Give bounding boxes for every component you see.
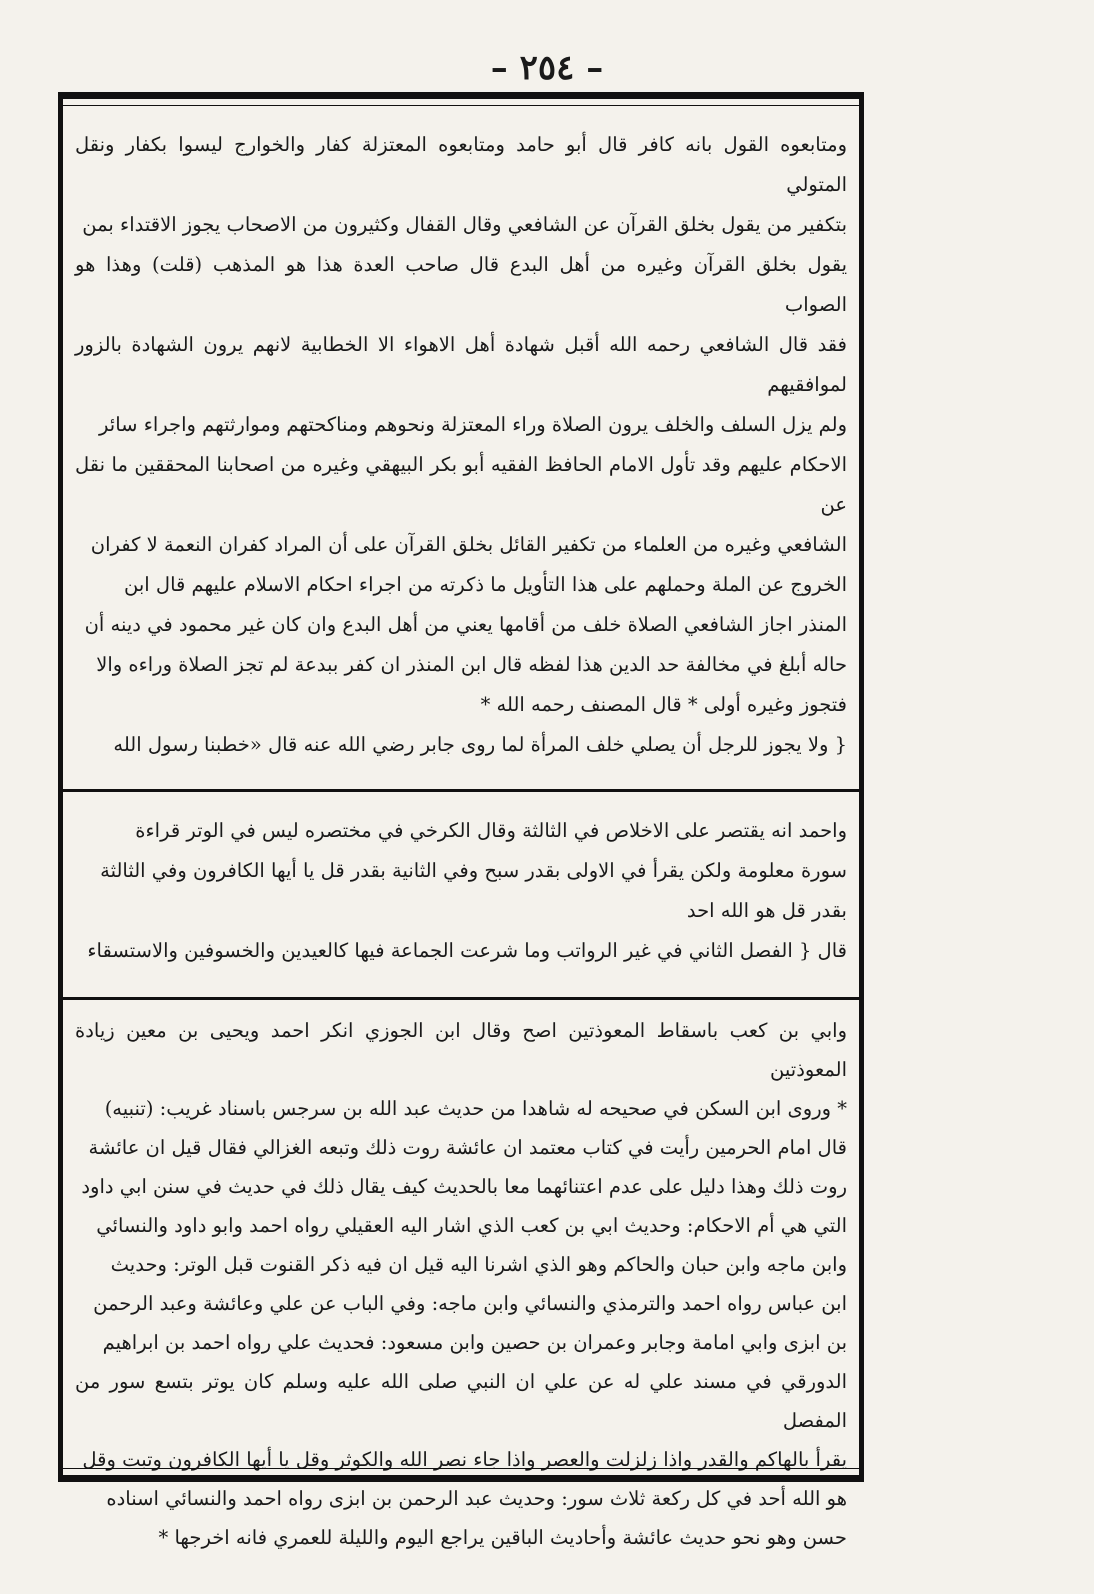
text-line: فتجوز وغيره أولى * قال المصنف رحمه الله * bbox=[480, 693, 847, 716]
text-line: حسن وهو نحو حديث عائشة وأحاديث الباقين يراجع اليوم والليلة للعمري فانه اخرجها * bbox=[158, 1526, 847, 1549]
page-frame bbox=[58, 92, 864, 1549]
text-line: هو الله أحد في كل ركعة ثلاث سور: وحديث عبد الرحمن بن ابزى رواه احمد والنسائي اسناده bbox=[106, 1487, 847, 1510]
text-line: الخروج عن الملة وحملهم على هذا التأويل ما ذكرته من اجراء احكام الاسلام عليهم قال ابن bbox=[124, 573, 847, 596]
text-line: وابن ماجه وابن حبان والحاكم وهو الذي اشرنا اليه قيل ان فيه ذكر القنوت قبل الوتر: وحديث bbox=[110, 1253, 847, 1276]
text-line: الاحكام عليهم وقد تأول الامام الحافظ الفقيه أبو بكر البيهقي وغيره من اصحابنا المحققين ما نقل عن bbox=[75, 453, 847, 516]
section-divider bbox=[63, 997, 859, 1000]
text-line: بتكفير من يقول بخلق القرآن عن الشافعي وقال القفال وكثيرون من الاصحاب يجوز الاقتداء بمن bbox=[82, 213, 847, 236]
text-line: الدورقي في مسند علي له عن علي ان النبي صلى الله عليه وسلم كان يوتر بتسع سور من المفصل bbox=[75, 1370, 847, 1432]
text-line: بقدر قل هو الله احد bbox=[686, 899, 847, 922]
text-line: حاله أبلغ في مخالفة حد الدين هذا لفظه قال ابن المنذر ان كفر ببدعة لم تجز الصلاة وراءه والا bbox=[96, 653, 847, 676]
page-number: – ٢٥٤ – bbox=[490, 48, 604, 88]
middle-text-block bbox=[75, 811, 847, 991]
section-divider bbox=[63, 789, 859, 792]
text-line: ومتابعوه القول بانه كافر قال أبو حامد ومتابعوه المعتزلة كفار والخوارج ليسوا بكفار ونقل المتولي bbox=[75, 133, 847, 196]
text-line: { ولا يجوز للرجل أن يصلي خلف المرأة لما روى جابر رضي الله عنه قال «خطبنا رسول الله bbox=[113, 733, 847, 756]
text-line: ابن عباس رواه احمد والترمذي والنسائي وابن ماجه: وفي الباب عن علي وعائشة وعبد الرحمن bbox=[93, 1292, 847, 1315]
text-line: يقرأ بالهاكم والقدر واذا زلزلت والعصر واذا جاء نصر الله والكوثر وقل يا أيها الكافرون وتبت وقل bbox=[82, 1448, 847, 1471]
text-line: قال امام الحرمين رأيت في كتاب معتمد ان عائشة روت ذلك وتبعه الغزالي فقال قيل ان عائشة bbox=[88, 1136, 847, 1159]
text-line: الشافعي وغيره من العلماء من تكفير القائل بخلق القرآن على أن المراد كفران النعمة لا كفران bbox=[90, 533, 847, 556]
text-line: روت ذلك وهذا دليل على عدم اعتنائهما معا بالحديث كيف يقال ذلك في حديث في سنن ابي داود bbox=[81, 1175, 847, 1198]
text-line: بن ابزى وابي امامة وجابر وعمران بن حصين وابن مسعود: فحديث علي رواه احمد بن ابراهيم bbox=[102, 1331, 847, 1354]
text-line: يقول بخلق القرآن وغيره من أهل البدع قال صاحب العدة هذا هو المذهب (قلت) وهذا هو الصواب bbox=[75, 253, 847, 316]
commentary-text-block bbox=[75, 1011, 847, 1549]
text-line: واحمد انه يقتصر على الاخلاص في الثالثة وقال الكرخي في مختصره ليس في الوتر قراءة bbox=[135, 819, 847, 842]
text-line: فقد قال الشافعي رحمه الله أقبل شهادة أهل الاهواء الا الخطابية لانهم يرون الشهادة بالزور لموافقيهم bbox=[75, 333, 847, 396]
text-line: قال { الفصل الثاني في غير الرواتب وما شرعت الجماعة فيها كالعيدين والخسوفين والاستسقاء bbox=[87, 939, 847, 962]
text-line: التي هي أم الاحكام: وحديث ابي بن كعب الذي اشار اليه العقيلي رواه احمد وابو داود والنسائي bbox=[96, 1214, 847, 1237]
text-line: المنذر اجاز الشافعي الصلاة خلف من أقامها يعني من أهل البدع وان كان غير محمود في دينه أن bbox=[84, 613, 847, 636]
frame-inner-rule-top bbox=[63, 105, 859, 106]
main-text-block bbox=[75, 125, 847, 787]
text-line: ولم يزل السلف والخلف يرون الصلاة وراء المعتزلة ونحوهم ومناكحتهم وموارثتهم واجراء سائر bbox=[99, 413, 847, 436]
text-line: * وروى ابن السكن في صحيحه له شاهدا من حديث عبد الله بن سرجس باسناد غريب: (تنبيه) bbox=[104, 1097, 847, 1120]
frame-inner-rule-bottom bbox=[63, 1468, 859, 1469]
text-line: وابي بن كعب باسقاط المعوذتين اصح وقال ابن الجوزي انكر احمد ويحيى بن معين زيادة المعوذتين bbox=[75, 1019, 847, 1081]
text-line: سورة معلومة ولكن يقرأ في الاولى بقدر سبح وفي الثانية بقدر قل يا أيها الكافرون وفي الثالثة bbox=[100, 859, 847, 882]
